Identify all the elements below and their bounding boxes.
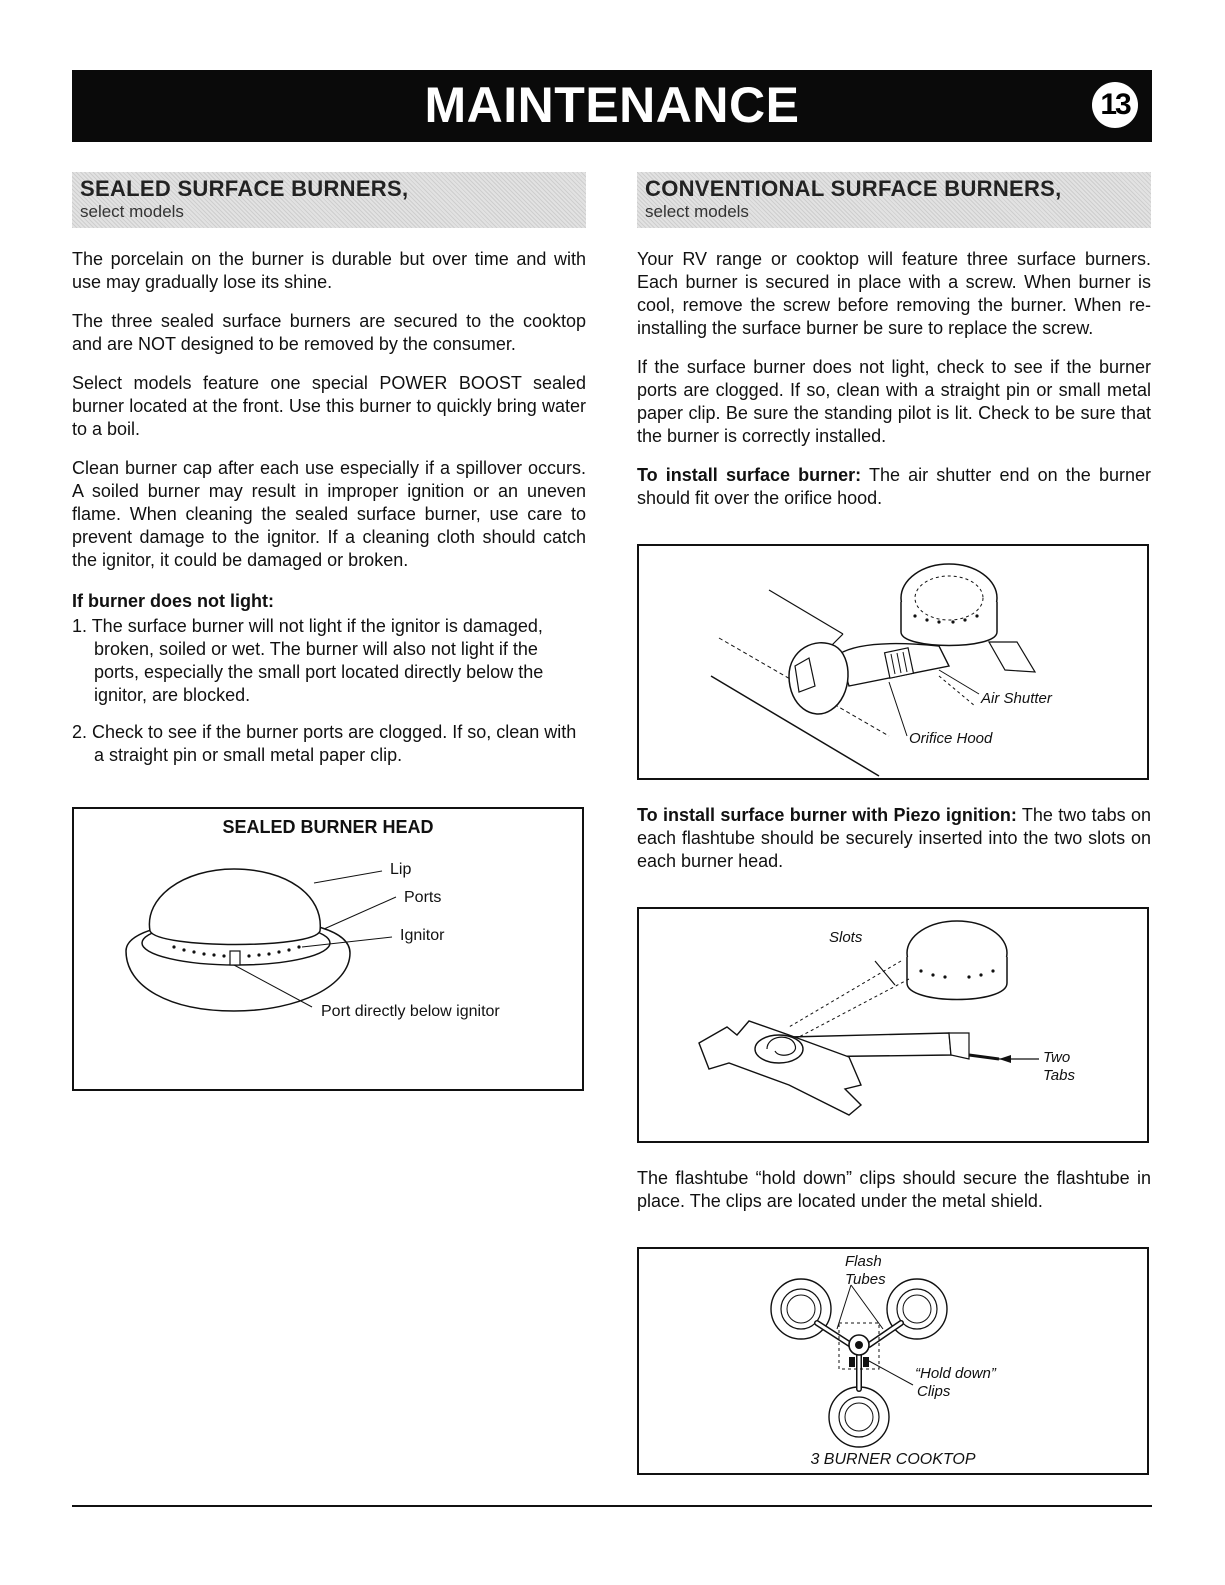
label-ignitor: Ignitor <box>400 927 445 944</box>
cooktop-layout-illustration <box>639 1249 1147 1473</box>
footer-rule <box>72 1505 1152 1507</box>
paragraph: Select models feature one special POWER BOOST sealed burner located at the front. Use this burner to quickly bring water to a boil. <box>72 373 586 439</box>
bold-lead: To install surface burner: <box>637 465 862 485</box>
list-item: 2. Check to see if the burner ports are clogged. If so, clean with a straight pin or small metal paper clip. <box>72 722 577 765</box>
page-number-badge: 13 <box>1092 82 1138 128</box>
figure-sealed-burner-head <box>72 807 584 1091</box>
paragraph-text: The air shutter end on the burner should fit over the orifice hood. <box>637 465 1151 508</box>
label-hold-down: “Hold down” <box>915 1365 996 1382</box>
figure-3-burner-cooktop <box>637 1247 1149 1475</box>
bold-lead: To install surface burner with Piezo ignition: <box>637 805 1017 825</box>
label-lip: Lip <box>390 861 412 878</box>
label-tubes: Tubes <box>845 1271 886 1288</box>
section-title: SEALED SURFACE BURNERS, <box>80 176 409 201</box>
label-two: Two <box>1043 1049 1071 1066</box>
section-header-sealed <box>72 172 586 228</box>
header-banner <box>72 70 1152 142</box>
burner-install-illustration <box>639 546 1147 778</box>
label-air-shutter: Air Shutter <box>981 690 1052 707</box>
figure-caption: 3 BURNER COOKTOP <box>810 1451 976 1468</box>
section-subtitle: select models <box>80 202 184 221</box>
paragraph <box>637 804 1151 873</box>
right-column <box>637 172 1151 1475</box>
label-orifice-hood: Orifice Hood <box>909 730 993 747</box>
paragraph: The three sealed surface burners are secured to the cooktop and are NOT designed to be removed by the consumer. <box>72 311 586 354</box>
label-clips: Clips <box>917 1383 951 1400</box>
paragraph: The porcelain on the burner is durable but over time and with use may gradually lose its shine. <box>72 249 586 292</box>
figure-piezo-slots <box>637 907 1149 1143</box>
list-item: 1. The surface burner will not light if the ignitor is damaged, broken, soiled or wet. The burner will also not light if the ports, especially the small port located directly below the ignitor, are blocked. <box>72 616 544 705</box>
label-ports: Ports <box>404 889 442 906</box>
section-header-conventional <box>637 172 1151 228</box>
figure-title: SEALED BURNER HEAD <box>222 817 434 837</box>
piezo-install-illustration <box>639 909 1147 1141</box>
label-port-below-ignitor: Port directly below ignitor <box>321 1003 500 1020</box>
paragraph: Clean burner cap after each use especially if a spillover occurs. A soiled burner may result in improper ignition or an uneven flame. When cleaning the sealed surface burner, use care to prevent damage to the ignitor. If a cleaning cloth should catch the ignitor, it could be damaged or broken. <box>72 458 586 570</box>
subheading: If burner does not light: <box>72 591 274 611</box>
label-slots: Slots <box>829 929 863 946</box>
figure-air-shutter <box>637 544 1149 780</box>
label-flash: Flash <box>845 1253 882 1270</box>
paragraph: Your RV range or cooktop will feature three surface burners. Each burner is secured in place with a screw. When burner is cool, remove the screw before removing the burner. When re-installing the surface burner be sure to replace the screw. <box>637 249 1151 338</box>
label-tabs: Tabs <box>1043 1067 1075 1084</box>
paragraph: The flashtube “hold down” clips should secure the flashtube in place. The clips are located under the metal shield. <box>637 1168 1151 1211</box>
troubleshooting-list <box>72 615 586 767</box>
paragraph-text: The two tabs on each flashtube should be securely inserted into the two slots on each burner head. <box>637 805 1151 871</box>
paragraph <box>637 464 1151 510</box>
section-title: CONVENTIONAL SURFACE BURNERS, <box>645 176 1062 201</box>
section-subtitle: select models <box>645 202 749 221</box>
sealed-burner-illustration <box>74 809 582 1089</box>
paragraph: If the surface burner does not light, check to see if the burner ports are clogged. If so, clean with a straight pin or small metal paper clip. Be sure the standing pilot is lit. Check to be sure that the burner is correctly installed. <box>637 357 1151 446</box>
page-title: MAINTENANCE <box>424 77 800 133</box>
left-column <box>72 172 586 1091</box>
